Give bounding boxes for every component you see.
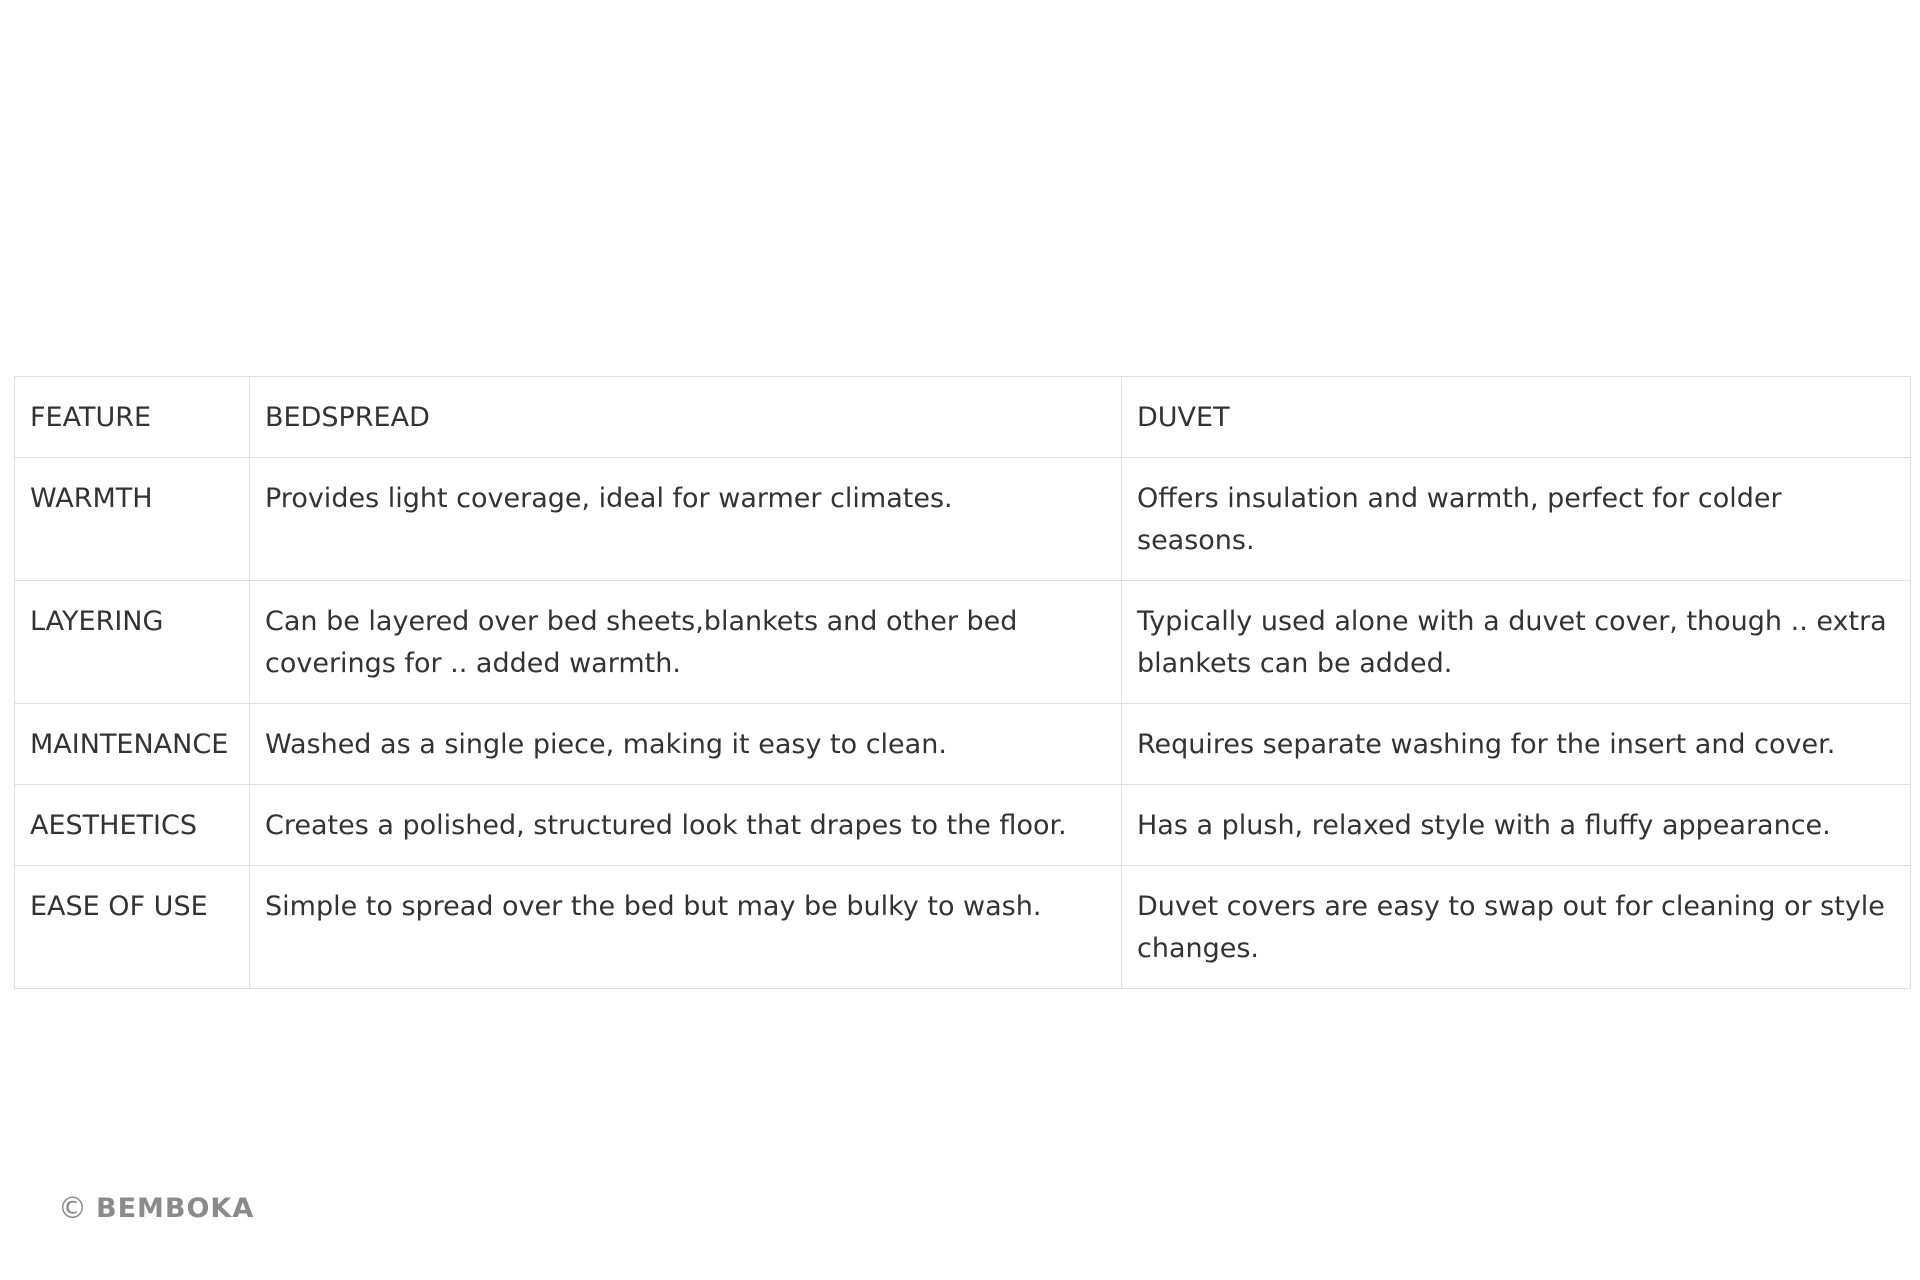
row-feature-cell: AESTHETICS (15, 785, 250, 866)
comparison-table (14, 376, 1911, 989)
table-row (15, 458, 1911, 581)
row-bedspread-cell: Creates a polished, structured look that drapes to the floor. (250, 785, 1122, 866)
header-bedspread: BEDSPREAD (250, 377, 1122, 458)
copyright-icon: © (58, 1191, 88, 1225)
row-bedspread-cell: Simple to spread over the bed but may be bulky to wash. (250, 866, 1122, 989)
table-row (15, 581, 1911, 704)
row-duvet-cell: Offers insulation and warmth, perfect for colder seasons. (1122, 458, 1911, 581)
row-duvet-cell: Has a plush, relaxed style with a fluffy appearance. (1122, 785, 1911, 866)
row-bedspread-cell: Washed as a single piece, making it easy to clean. (250, 704, 1122, 785)
row-feature-cell: WARMTH (15, 458, 250, 581)
row-bedspread-cell: Provides light coverage, ideal for warmer climates. (250, 458, 1122, 581)
row-duvet-cell: Duvet covers are easy to swap out for cleaning or style changes. (1122, 866, 1911, 989)
copyright-watermark (58, 1193, 254, 1224)
row-feature-cell: LAYERING (15, 581, 250, 704)
brand-name: BEMBOKA (96, 1193, 255, 1224)
row-feature-cell: MAINTENANCE (15, 704, 250, 785)
comparison-table-container (14, 376, 1910, 989)
row-duvet-cell: Requires separate washing for the insert and cover. (1122, 704, 1911, 785)
table-header-row (15, 377, 1911, 458)
table-row (15, 785, 1911, 866)
row-feature-cell: EASE OF USE (15, 866, 250, 989)
table-row (15, 866, 1911, 989)
row-bedspread-cell: Can be layered over bed sheets,blankets and other bed coverings for .. added warmth. (250, 581, 1122, 704)
row-duvet-cell: Typically used alone with a duvet cover, though .. extra blankets can be added. (1122, 581, 1911, 704)
header-feature: FEATURE (15, 377, 250, 458)
header-duvet: DUVET (1122, 377, 1911, 458)
table-row (15, 704, 1911, 785)
